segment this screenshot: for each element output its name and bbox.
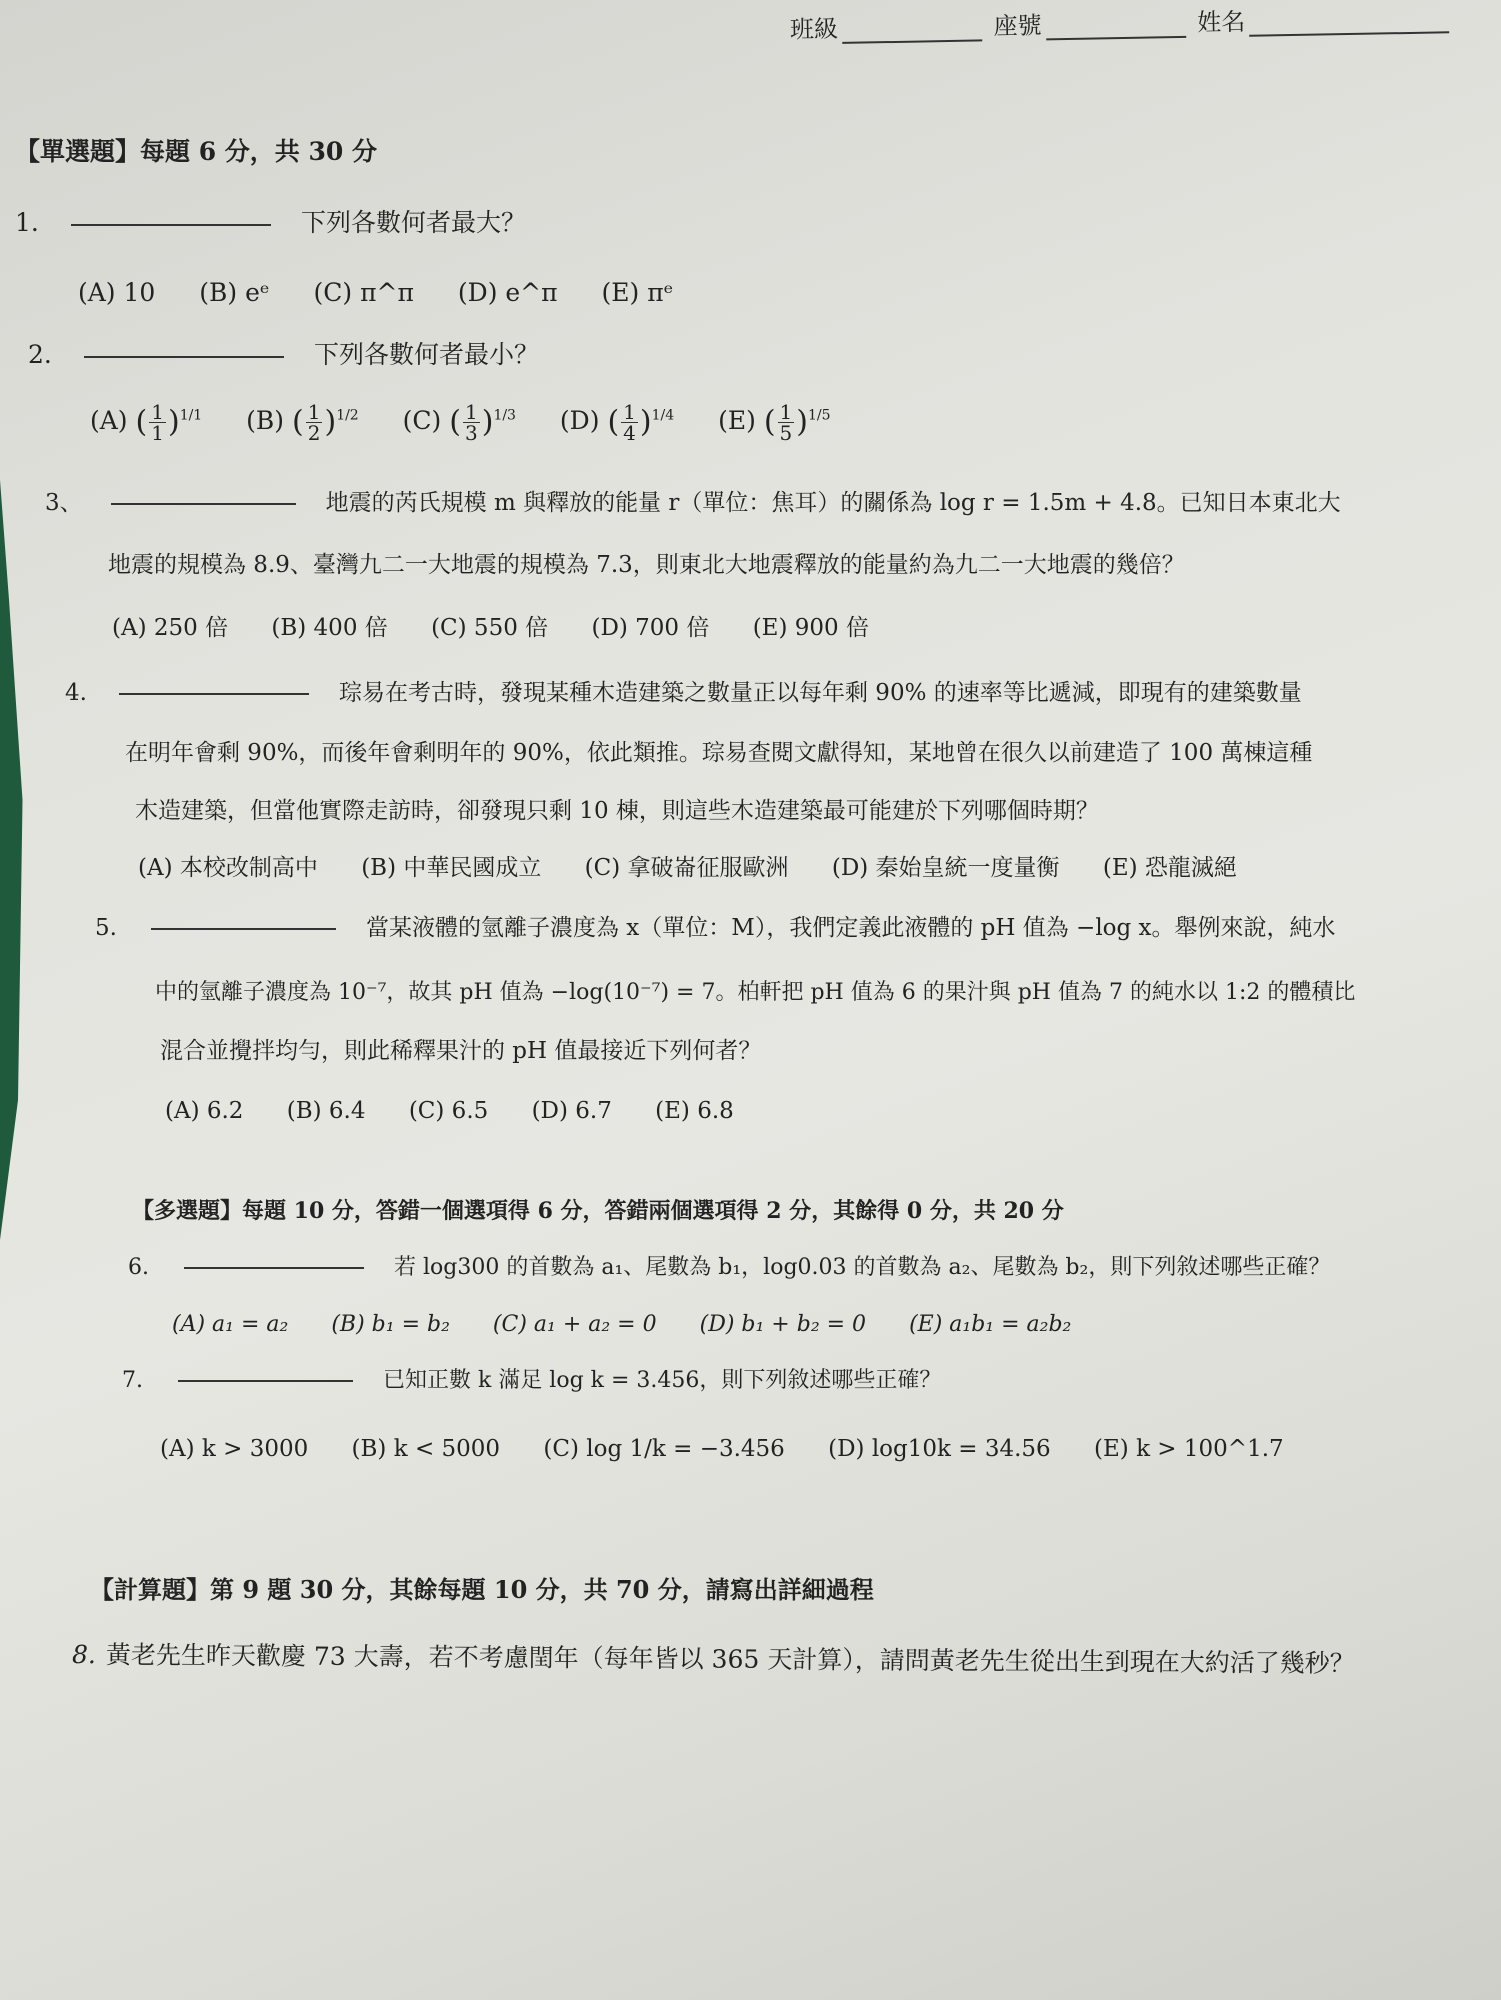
option-c: (C) 拿破崙征服歐洲	[584, 855, 789, 881]
option-a: (A) a₁ = a₂	[172, 1312, 289, 1337]
option-c: (C) π^π	[313, 278, 414, 307]
question-number: 5.	[95, 915, 117, 941]
question-6	[128, 1255, 1330, 1281]
question-5-options	[165, 1098, 770, 1126]
question-2	[28, 340, 539, 370]
question-5	[95, 915, 1336, 943]
question-text: 若 log300 的首數為 a₁、尾數為 b₁，log0.03 的首數為 a₂、尾數為 b₂，則下列敘述哪些正確？	[394, 1255, 1331, 1280]
option-c: (C) log 1/k = −3.456	[543, 1436, 785, 1462]
question-text-line1: 地震的芮氏規模 m 與釋放的能量 r（單位：焦耳）的關係為 log r = 1.5m + 4.8。已知日本東北大	[325, 490, 1341, 516]
option-e: (E) 900 倍	[752, 615, 869, 641]
question-5-line2: 中的氫離子濃度為 10⁻⁷，故其 pH 值為 −log(10⁻⁷) = 7。柏軒把 pH 值為 6 的果汁與 pH 值為 7 的純水以 1:2 的體積比	[155, 980, 1356, 1005]
question-5-line3: 混合並攪拌均勻，則此稀釋果汁的 pH 值最接近下列何者？	[160, 1038, 762, 1064]
question-3-line2: 地震的規模為 8.9、臺灣九二一大地震的規模為 7.3，則東北大地震釋放的能量約為九二一大地震的幾倍？	[108, 552, 1185, 578]
answer-blank[interactable]	[184, 1267, 364, 1269]
option-a: (A) ( $\frac{1}{1}$ )$^{1/1}$	[90, 400, 203, 445]
section-multi-title: 【多選題】每題 10 分，答錯一個選項得 6 分，答錯兩個選項得 2 分，其餘得 0 分，共 20 分	[132, 1198, 1064, 1224]
question-3-options	[112, 615, 905, 643]
option-d: (D) b₁ + b₂ = 0	[699, 1312, 867, 1337]
option-a: (A) 10	[78, 278, 156, 307]
question-7	[122, 1368, 941, 1394]
option-b: (B) ( $\frac{1}{2}$ )$^{1/2}$	[246, 400, 359, 445]
option-e: (E) πᵉ	[601, 278, 674, 307]
answer-blank[interactable]	[178, 1380, 353, 1382]
question-7-options	[160, 1436, 1320, 1464]
option-b: (B) b₁ = b₂	[331, 1312, 450, 1337]
answer-blank[interactable]	[111, 503, 296, 505]
option-b: (B) eᵉ	[199, 278, 270, 307]
question-number: 3、	[45, 490, 83, 516]
question-text-line1: 琮易在考古時，發現某種木造建築之數量正以每年剩 90% 的速率等比遞減，即現有的建築數量	[339, 680, 1302, 706]
question-text: 下列各數何者最小？	[314, 340, 540, 369]
question-text-line1: 當某液體的氫離子濃度為 x（單位：M），我們定義此液體的 pH 值為 −log x。舉例來說，純水	[366, 915, 1336, 941]
option-c: (C) a₁ + a₂ = 0	[492, 1312, 657, 1337]
option-b: (B) k < 5000	[351, 1436, 501, 1462]
question-text: 下列各數何者最大？	[301, 208, 527, 237]
option-b: (B) 6.4	[286, 1098, 366, 1124]
question-text: 已知正數 k 滿足 log k = 3.456，則下列敘述哪些正確？	[383, 1368, 942, 1393]
seat-label: 座號	[993, 11, 1042, 41]
option-d: (D) log10k = 34.56	[828, 1436, 1051, 1462]
question-2-options	[90, 402, 867, 443]
question-4	[65, 680, 1302, 708]
answer-blank[interactable]	[71, 224, 271, 226]
option-b: (B) 中華民國成立	[361, 855, 542, 881]
option-d: (D) e^π	[457, 278, 558, 307]
option-e: (E) k > 100^1.7	[1094, 1436, 1284, 1462]
section-single-title: 【單選題】每題 6 分，共 30 分	[15, 137, 378, 166]
option-d: (D) 700 倍	[591, 615, 710, 641]
question-number: 4.	[65, 680, 87, 706]
option-e: (E) 恐龍滅絕	[1102, 855, 1237, 881]
option-a: (A) 本校改制高中	[138, 855, 318, 881]
question-number: 2.	[28, 340, 52, 369]
answer-blank[interactable]	[84, 356, 284, 358]
question-text: 黃老先生昨天歡慶 73 大壽，若不考慮閏年（每年皆以 365 天計算），請問黃老先生從出生到現在大約活了幾秒？	[105, 1640, 1355, 1678]
option-c: (C) 6.5	[408, 1098, 489, 1124]
option-c: (C) 550 倍	[431, 615, 549, 641]
question-number: 6.	[128, 1255, 149, 1280]
option-b: (B) 400 倍	[271, 615, 388, 641]
question-4-line2: 在明年會剩 90%，而後年會剩明年的 90%，依此類推。琮易查閱文獻得知，某地曾在很久以前建造了 100 萬棟這種	[125, 740, 1313, 766]
option-a: (A) 250 倍	[112, 615, 229, 641]
option-a: (A) k > 3000	[160, 1436, 309, 1462]
name-label: 姓名	[1197, 7, 1246, 37]
question-number: 7.	[122, 1368, 143, 1393]
question-6-options	[172, 1312, 1107, 1338]
option-e: (E) a₁b₁ = a₂b₂	[909, 1312, 1072, 1337]
option-c: (C) ( $\frac{1}{3}$ )$^{1/3}$	[402, 400, 516, 445]
question-1-options	[78, 278, 709, 308]
question-number: 8.	[71, 1640, 96, 1670]
question-3	[45, 490, 1341, 518]
class-label: 班級	[789, 14, 839, 44]
question-4-line3: 木造建築，但當他實際走訪時，卻發現只剩 10 棟，則這些木造建築最可能建於下列哪個時期？	[135, 798, 1099, 824]
question-number: 1.	[15, 208, 39, 237]
question-1	[15, 208, 526, 238]
question-4-options	[138, 855, 1273, 883]
option-d: (D) 6.7	[531, 1098, 612, 1124]
option-e: (E) 6.8	[655, 1098, 734, 1124]
option-d: (D) ( $\frac{1}{4}$ )$^{1/4}$	[559, 400, 675, 445]
option-e: (E) ( $\frac{1}{5}$ )$^{1/5}$	[718, 400, 831, 445]
answer-blank[interactable]	[151, 928, 336, 930]
option-d: (D) 秦始皇統一度量衡	[831, 855, 1060, 881]
answer-blank[interactable]	[119, 693, 309, 695]
option-a: (A) 6.2	[165, 1098, 244, 1124]
section-calc-title: 【計算題】第 9 題 30 分，其餘每題 10 分，共 70 分，請寫出詳細過程	[90, 1575, 874, 1604]
